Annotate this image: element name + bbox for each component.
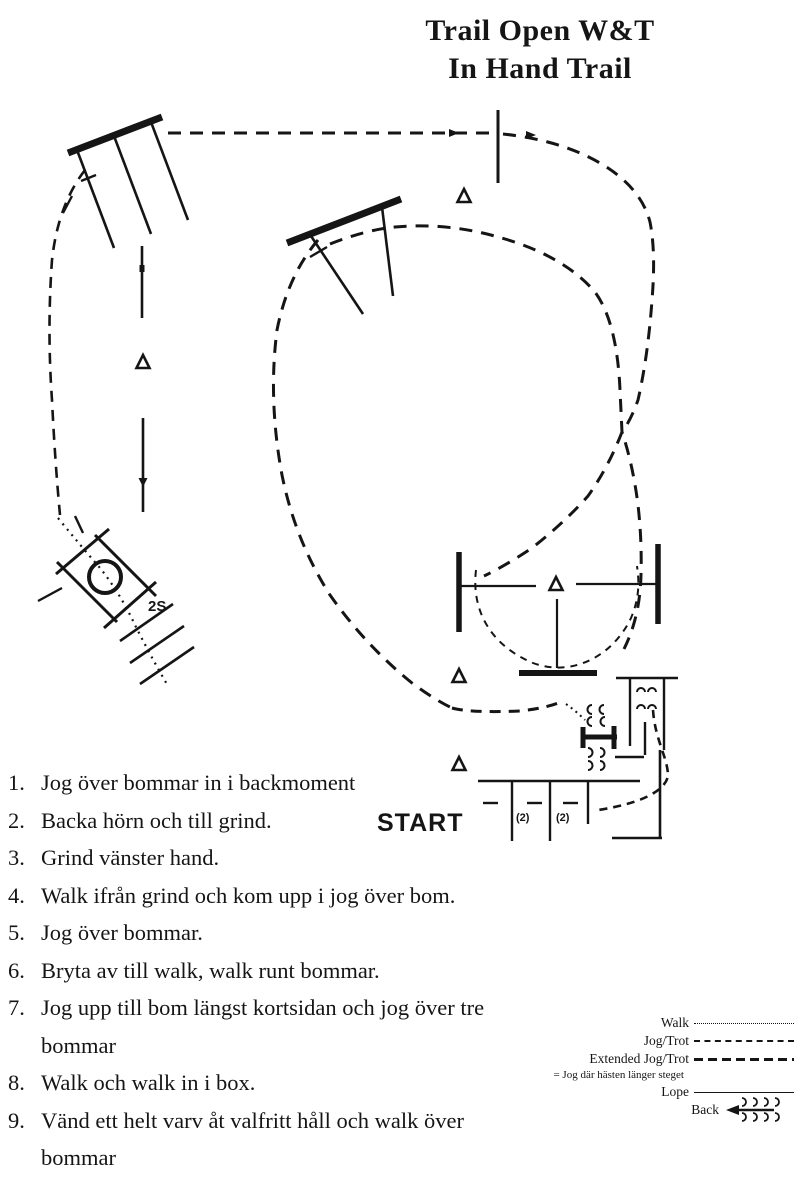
- back-marks-lower: [588, 748, 605, 770]
- box-obstacle: [615, 678, 678, 757]
- path-jog-right-curve: [484, 134, 654, 576]
- legend-row-back: [514, 1101, 794, 1119]
- walkover-poles-bottomleft: [120, 604, 194, 684]
- instruction-text: Backa hörn och till grind.: [41, 807, 272, 833]
- legend-label: Extended Jog/Trot: [589, 1051, 689, 1066]
- path-jog-bottom: [452, 701, 563, 712]
- instruction-text: bommar: [41, 1145, 116, 1170]
- instruction-number: 4.: [8, 882, 25, 908]
- marker-poles-left: [139, 246, 148, 512]
- instruction-text: Jog över bommar.: [41, 920, 203, 945]
- instruction-text: bommar: [41, 1032, 116, 1058]
- obstacle-center-T: [459, 544, 658, 673]
- pole-spacing-label: (2): [516, 812, 530, 824]
- lope-line-sample: [694, 1092, 794, 1093]
- instruction-item: [8, 802, 568, 840]
- gate-label: 2S: [148, 598, 167, 615]
- instruction-text: Jog över bommar in i backmoment: [41, 770, 356, 795]
- instruction-number: 7.: [8, 995, 25, 1020]
- legend-row-walk: [514, 1014, 794, 1032]
- instruction-item: [8, 1139, 568, 1177]
- instruction-item: [8, 1064, 568, 1102]
- instruction-number: [8, 1027, 41, 1065]
- path-jog-left-loop: [273, 240, 452, 708]
- instruction-item: [8, 877, 568, 915]
- start-label: START: [377, 809, 464, 837]
- instruction-number: 5.: [8, 920, 25, 945]
- instruction-text: Jog upp till bom längst kortsidan och jog över tre: [41, 995, 485, 1020]
- legend-note: = Jog där hästen länger steget: [553, 1069, 684, 1081]
- instruction-item: [8, 1102, 568, 1140]
- title-line2: In Hand Trail: [448, 52, 632, 85]
- instruction-number: 3.: [8, 845, 25, 870]
- path-corner-curve: [598, 710, 668, 810]
- pole-spacing-label: (2): [556, 812, 570, 824]
- instruction-item: [8, 952, 568, 990]
- instruction-number: [8, 1139, 41, 1177]
- legend-label: Walk: [660, 1015, 689, 1030]
- title-line1: Trail Open W&T: [425, 14, 655, 47]
- back-marks-in-box: [637, 688, 656, 709]
- walk-line-sample: [694, 1023, 794, 1024]
- cone-markers: [137, 189, 563, 770]
- instruction-number: 2.: [8, 807, 25, 833]
- instruction-item: [8, 1027, 568, 1065]
- obstacle-three-poles-topleft: [63, 117, 188, 248]
- instruction-item: [8, 989, 568, 1027]
- path-walk-to-bom: [566, 704, 585, 720]
- instruction-text: Walk ifrån grind och kom upp i jog över bom.: [41, 882, 456, 908]
- instruction-number: 1.: [8, 770, 25, 795]
- instruction-number: 8.: [8, 1070, 25, 1095]
- instruction-text: Grind vänster hand.: [41, 845, 220, 870]
- path-jog-left-edge: [50, 170, 86, 515]
- legend-label: Back: [691, 1102, 719, 1117]
- instruction-number: 9.: [8, 1107, 25, 1133]
- gait-legend: [514, 1014, 794, 1119]
- instruction-list: [8, 764, 568, 1177]
- instruction-text: Walk och walk in i box.: [41, 1070, 256, 1095]
- instruction-item: [8, 914, 568, 952]
- instruction-text: Bryta av till walk, walk runt bommar.: [41, 957, 380, 983]
- gate-obstacle: [38, 516, 166, 628]
- legend-row-jog: [514, 1032, 794, 1050]
- extended-jog-line-sample: [694, 1058, 794, 1061]
- instruction-text: Vänd ett helt varv åt valfritt håll och walk över: [41, 1107, 464, 1133]
- jog-line-sample: [694, 1040, 794, 1042]
- instruction-item: [8, 764, 568, 802]
- obstacle-two-poles-mid: [287, 199, 401, 314]
- instruction-item: [8, 839, 568, 877]
- legend-label: Lope: [661, 1084, 689, 1099]
- instruction-number: 6.: [8, 957, 25, 983]
- legend-row-extended-jog: [514, 1050, 794, 1068]
- legend-label: Jog/Trot: [643, 1033, 689, 1048]
- back-symbol: [724, 1096, 794, 1124]
- back-marks-upper: [588, 705, 606, 726]
- back-through-bom: [581, 705, 617, 770]
